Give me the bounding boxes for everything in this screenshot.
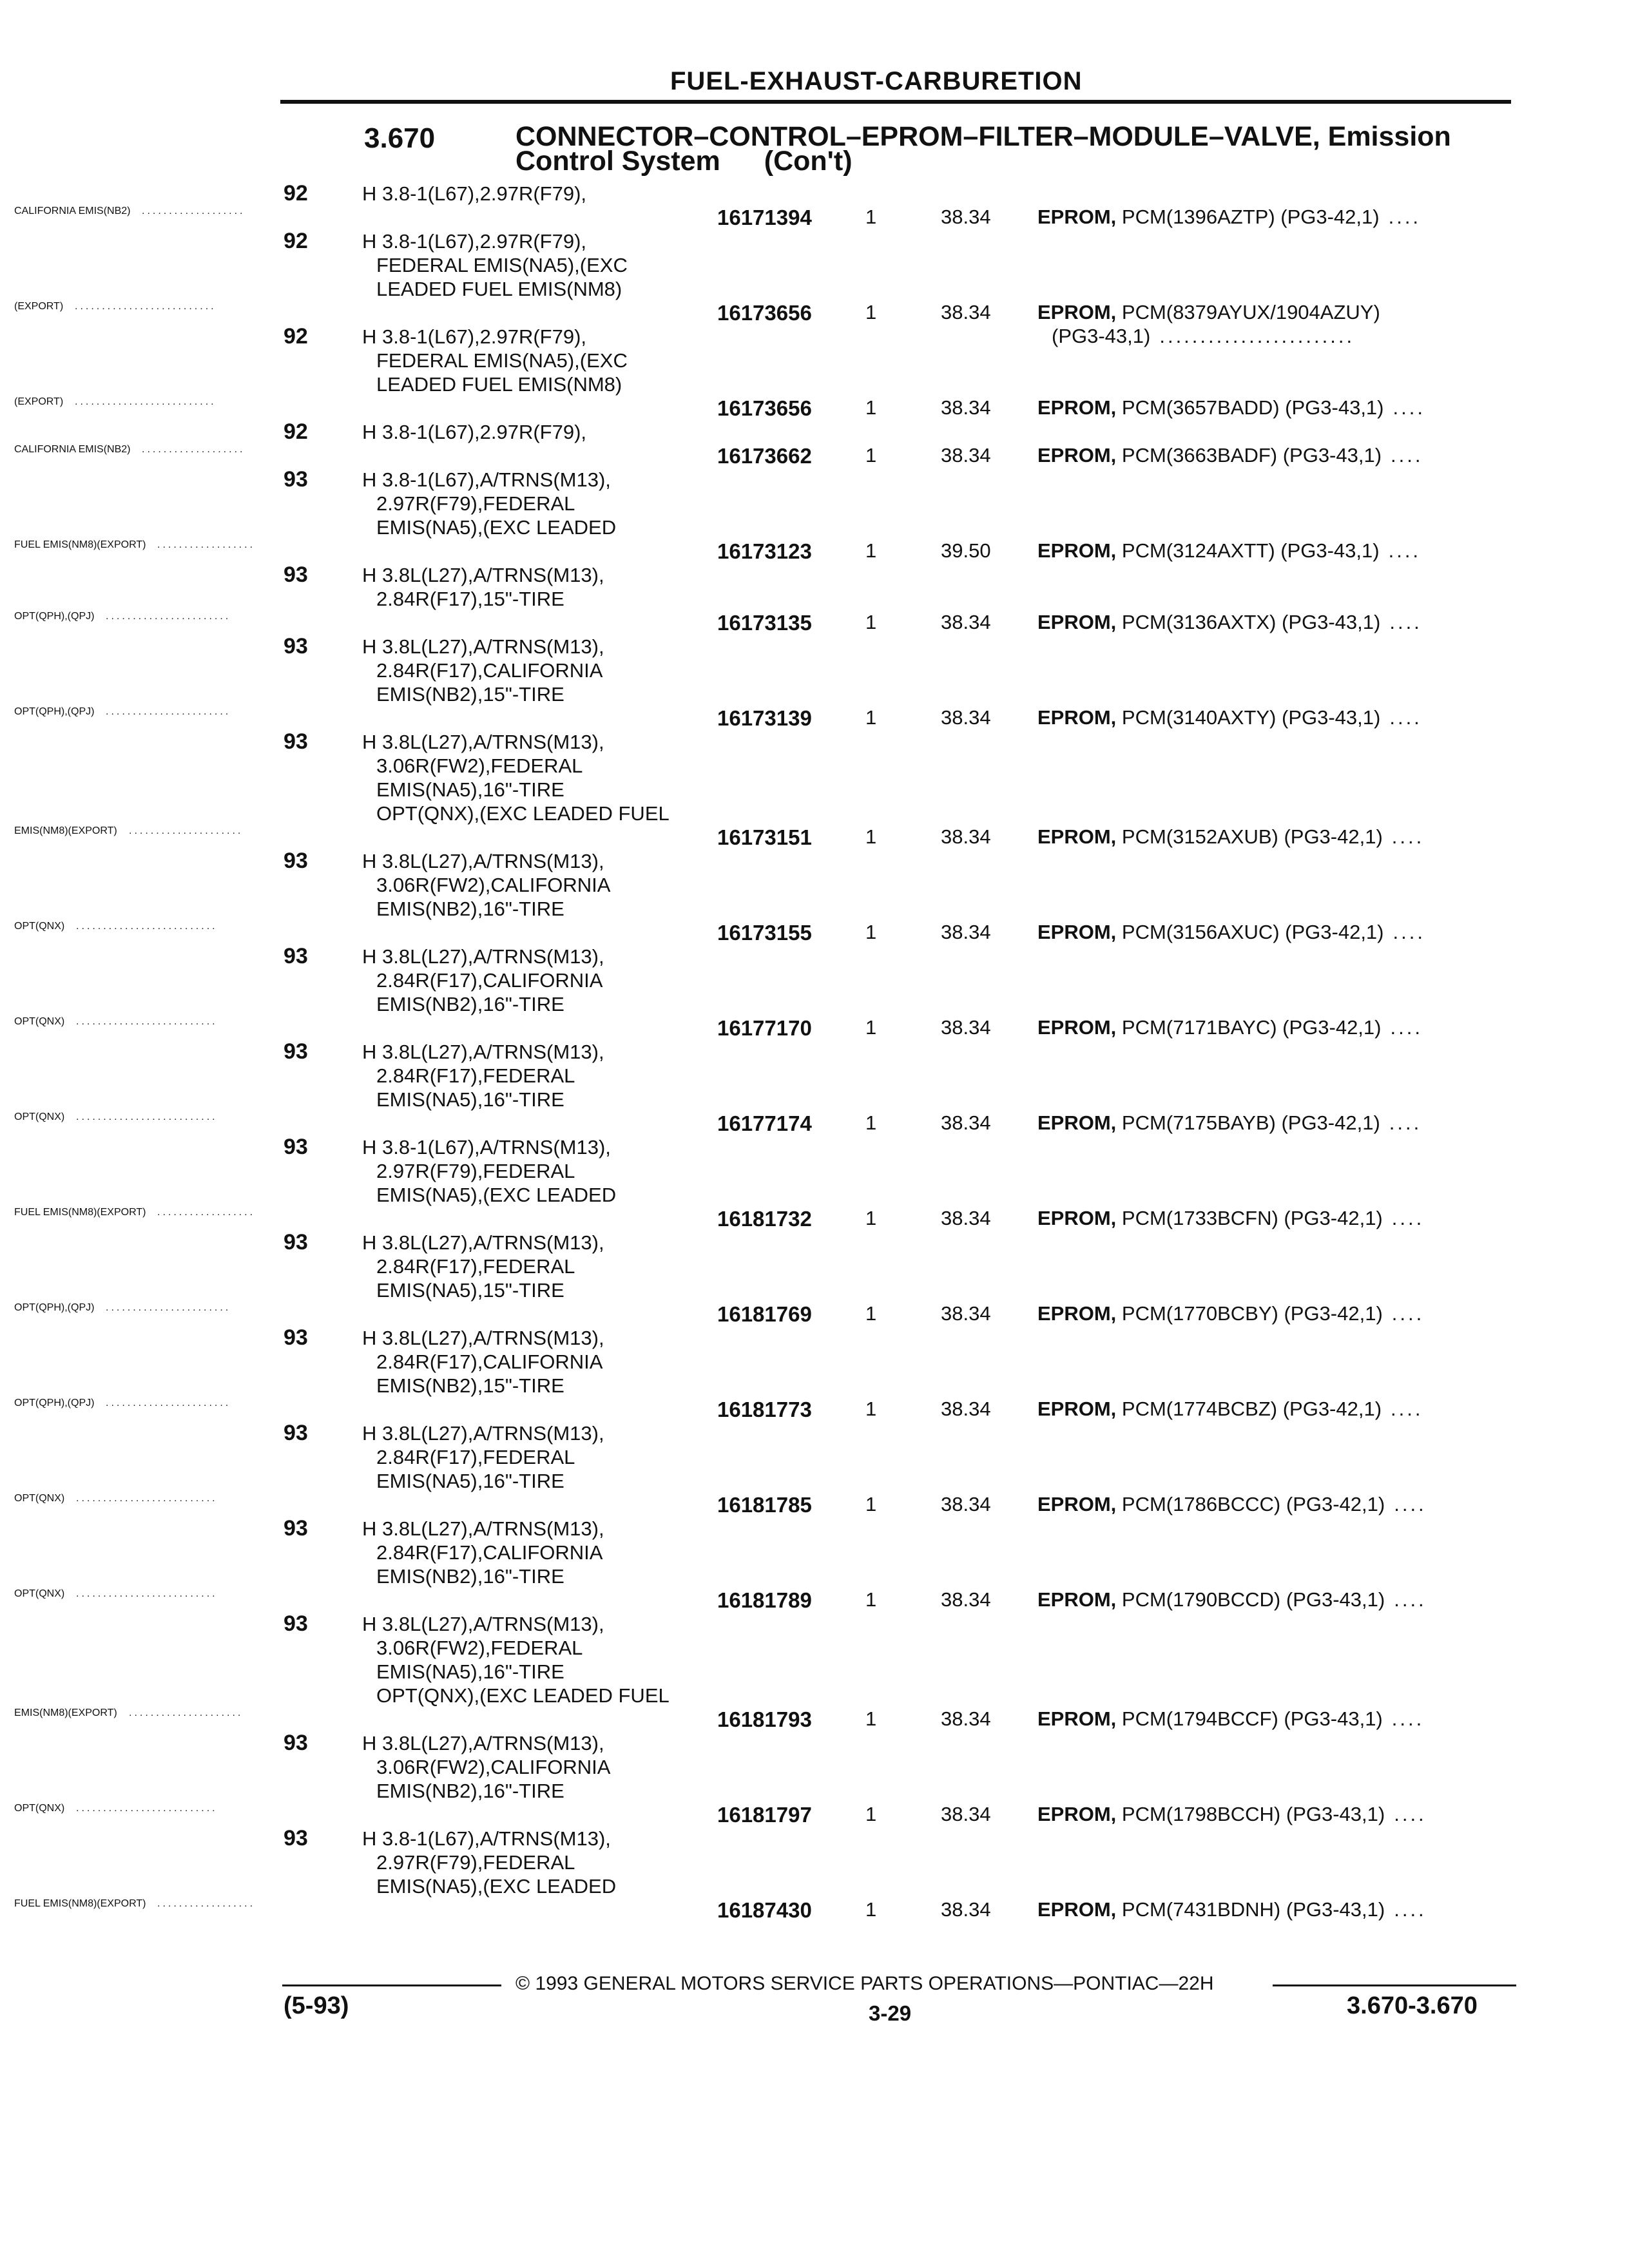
header-rule <box>280 100 1511 104</box>
item-name: EPROM, <box>1037 611 1117 633</box>
page-number: 3-29 <box>869 2001 912 2025</box>
dot-leaders: ....................... <box>106 611 231 622</box>
description-line: FUEL EMIS(NM8)(EXPORT) <box>14 539 146 550</box>
item-detail-line2: (PG3-43,1) <box>1052 325 1151 347</box>
quantity: 1 <box>865 301 877 323</box>
description-line: FUEL EMIS(NM8)(EXPORT) <box>14 1898 146 1909</box>
description-line: EMIS(NB2),16"-TIRE <box>376 898 564 920</box>
dot-leaders: .......................... <box>76 1111 218 1122</box>
description-line: H 3.8L(L27),A/TRNS(M13), <box>362 945 604 968</box>
entry-description <box>362 325 723 396</box>
description-line: EMIS(NB2),16"-TIRE <box>376 993 564 1015</box>
dot-leaders: ....................... <box>106 1302 231 1313</box>
description-line: 3.06R(FW2),CALIFORNIA <box>376 1756 611 1778</box>
entry-description <box>362 468 723 539</box>
key-number: 93 <box>284 1516 308 1541</box>
item-name: EPROM, <box>1037 706 1117 729</box>
description-line: 2.84R(F17),CALIFORNIA <box>376 969 603 992</box>
item-description <box>1037 396 1425 419</box>
item-detail: PCM(3657BADD) (PG3-43,1) <box>1121 396 1384 419</box>
description-line: 3.06R(FW2),FEDERAL <box>376 1637 583 1659</box>
dot-leaders: .... <box>1391 444 1423 466</box>
item-detail: PCM(1786BCCC) (PG3-42,1) <box>1121 1493 1385 1515</box>
parts-entry <box>0 1827 1629 1922</box>
description-line: 2.84R(F17),15"-TIRE <box>376 588 564 610</box>
dot-leaders: ....................... <box>106 706 231 717</box>
entry-description <box>362 730 723 825</box>
part-number: 16173135 <box>717 611 812 635</box>
price: 38.34 <box>941 1898 991 1921</box>
quantity: 1 <box>865 396 877 419</box>
item-name: EPROM, <box>1037 1803 1117 1825</box>
part-number: 16173155 <box>717 921 812 945</box>
dot-leaders: .......................... <box>75 396 217 407</box>
dot-leaders: .... <box>1389 706 1422 729</box>
entry-description <box>362 1612 723 1707</box>
description-line: LEADED FUEL EMIS(NM8) <box>376 278 622 300</box>
quantity: 1 <box>865 1803 877 1825</box>
quantity: 1 <box>865 1016 877 1039</box>
item-description <box>1037 1803 1427 1826</box>
item-detail: PCM(7431BDNH) (PG3-43,1) <box>1121 1898 1385 1921</box>
item-description <box>1037 444 1423 467</box>
description-line: FEDERAL EMIS(NA5),(EXC <box>376 254 628 276</box>
item-description <box>1037 611 1422 634</box>
dot-leaders: .... <box>1391 1707 1425 1730</box>
description-line: H 3.8L(L27),A/TRNS(M13), <box>362 850 604 872</box>
item-description <box>1037 539 1421 562</box>
dot-leaders: .... <box>1394 1588 1427 1611</box>
price: 38.34 <box>941 706 991 729</box>
quantity: 1 <box>865 611 877 633</box>
part-number: 16181793 <box>717 1707 812 1731</box>
description-line: 2.84R(F17),CALIFORNIA <box>376 659 603 682</box>
part-number: 16177170 <box>717 1016 812 1040</box>
section-continued: (Con't) <box>764 146 853 177</box>
item-description <box>1037 1398 1423 1421</box>
description-line: OPT(QPH),(QPJ) <box>14 611 95 622</box>
dot-leaders: .... <box>1391 1207 1425 1229</box>
description-line: H 3.8L(L27),A/TRNS(M13), <box>362 635 604 658</box>
item-description <box>1037 1707 1424 1731</box>
item-description <box>1037 921 1425 944</box>
quantity: 1 <box>865 1207 877 1229</box>
description-line: H 3.8L(L27),A/TRNS(M13), <box>362 1327 604 1349</box>
section-title-line2 <box>516 146 853 177</box>
part-number: 16181732 <box>717 1207 812 1231</box>
dot-leaders: .... <box>1389 611 1422 633</box>
dot-leaders: .... <box>1391 1302 1425 1325</box>
item-name: EPROM, <box>1037 444 1117 466</box>
parts-list <box>0 182 1629 1922</box>
description-line: EMIS(NB2),15"-TIRE <box>376 683 564 706</box>
dot-leaders: ..................... <box>129 825 244 836</box>
price: 39.50 <box>941 539 991 562</box>
item-detail: PCM(1396AZTP) (PG3-42,1) <box>1121 206 1380 228</box>
item-name: EPROM, <box>1037 1588 1117 1611</box>
description-line: EMIS(NA5),16"-TIRE <box>376 1470 564 1492</box>
price: 38.34 <box>941 611 991 633</box>
description-line: H 3.8-1(L67),2.97R(F79), <box>362 325 587 348</box>
part-number: 16181789 <box>717 1588 812 1612</box>
description-line: H 3.8-1(L67),2.97R(F79), <box>362 421 587 443</box>
description-line: H 3.8L(L27),A/TRNS(M13), <box>362 1517 604 1540</box>
description-line: OPT(QPH),(QPJ) <box>14 1302 95 1313</box>
price: 38.34 <box>941 1398 991 1420</box>
description-line: OPT(QNX) <box>14 1111 65 1122</box>
parts-entry <box>0 420 1629 468</box>
footer-rule-left <box>282 1984 501 1986</box>
description-line: 3.06R(FW2),FEDERAL <box>376 754 583 777</box>
description-line: EMIS(NA5),15"-TIRE <box>376 1279 564 1302</box>
description-line: 2.84R(F17),FEDERAL <box>376 1446 575 1468</box>
item-description <box>1037 1493 1427 1516</box>
key-number: 93 <box>284 1826 308 1850</box>
item-detail: PCM(3136AXTX) (PG3-43,1) <box>1121 611 1381 633</box>
price: 38.34 <box>941 1803 991 1825</box>
item-name: EPROM, <box>1037 1493 1117 1515</box>
dot-leaders: ..................... <box>129 1707 244 1718</box>
item-name: EPROM, <box>1037 921 1117 943</box>
quantity: 1 <box>865 825 877 848</box>
description-line: H 3.8-1(L67),A/TRNS(M13), <box>362 1136 611 1158</box>
parts-entry <box>0 730 1629 849</box>
price: 38.34 <box>941 1111 991 1134</box>
item-description <box>1037 1111 1422 1135</box>
description-line: OPT(QNX),(EXC LEADED FUEL <box>376 802 670 825</box>
entry-description <box>362 420 723 444</box>
key-number: 92 <box>284 324 308 349</box>
description-line: H 3.8-1(L67),2.97R(F79), <box>362 182 587 205</box>
quantity: 1 <box>865 1588 877 1611</box>
entry-description <box>362 635 723 706</box>
entry-description <box>362 1421 723 1493</box>
description-line: EMIS(NA5),(EXC LEADED <box>376 1875 617 1898</box>
description-line: H 3.8-1(L67),A/TRNS(M13), <box>362 468 611 491</box>
dot-leaders: ................... <box>142 444 246 455</box>
parts-entry <box>0 1517 1629 1612</box>
description-line: OPT(QNX) <box>14 921 65 932</box>
key-number: 93 <box>284 1039 308 1064</box>
entry-description <box>362 945 723 1016</box>
key-number: 93 <box>284 729 308 754</box>
footer-rule-right <box>1273 1984 1516 1986</box>
dot-leaders: .... <box>1394 1898 1427 1921</box>
key-number: 93 <box>284 944 308 968</box>
part-number: 16173656 <box>717 396 812 420</box>
description-line: H 3.8-1(L67),2.97R(F79), <box>362 230 587 253</box>
item-detail: PCM(1733BCFN) (PG3-42,1) <box>1121 1207 1383 1229</box>
price: 38.34 <box>941 444 991 466</box>
item-description <box>1037 301 1380 324</box>
item-name: EPROM, <box>1037 1398 1117 1420</box>
price: 38.34 <box>941 301 991 323</box>
entry-description <box>362 1135 723 1207</box>
dot-leaders: .......................... <box>76 1803 218 1814</box>
description-line: EMIS(NA5),16"-TIRE <box>376 778 564 801</box>
item-description <box>1037 1898 1427 1921</box>
dot-leaders: .... <box>1394 1493 1427 1515</box>
description-line: H 3.8-1(L67),A/TRNS(M13), <box>362 1827 611 1850</box>
dot-leaders: .......................... <box>76 1588 218 1599</box>
part-number: 16173151 <box>717 825 812 849</box>
item-name: EPROM, <box>1037 1707 1117 1730</box>
item-name: EPROM, <box>1037 396 1117 419</box>
entry-description <box>362 849 723 921</box>
item-detail: PCM(3124AXTT) (PG3-43,1) <box>1121 539 1380 562</box>
item-name: EPROM, <box>1037 301 1117 323</box>
description-line: EMIS(NA5),16"-TIRE <box>376 1660 564 1683</box>
part-number: 16177174 <box>717 1111 812 1135</box>
item-description <box>1037 206 1421 229</box>
description-line: EMIS(NM8)(EXPORT) <box>14 825 117 836</box>
item-name: EPROM, <box>1037 206 1117 228</box>
parts-entry <box>0 1040 1629 1135</box>
part-number: 16173123 <box>717 539 812 563</box>
description-line: EMIS(NA5),(EXC LEADED <box>376 516 617 539</box>
dot-leaders: ........................ <box>1159 325 1355 347</box>
item-description <box>1037 825 1424 849</box>
part-number: 16181769 <box>717 1302 812 1326</box>
key-number: 93 <box>284 1230 308 1254</box>
entry-description <box>362 1231 723 1302</box>
parts-entry <box>0 849 1629 945</box>
dot-leaders: .... <box>1394 1803 1427 1825</box>
quantity: 1 <box>865 1707 877 1730</box>
part-number: 16187430 <box>717 1898 812 1922</box>
parts-entry <box>0 1421 1629 1517</box>
part-number: 16171394 <box>717 206 812 229</box>
price: 38.34 <box>941 1707 991 1730</box>
description-line: EMIS(NA5),16"-TIRE <box>376 1088 564 1111</box>
key-number: 93 <box>284 634 308 658</box>
key-number: 92 <box>284 181 308 206</box>
entry-description <box>362 1827 723 1898</box>
parts-entry <box>0 1326 1629 1421</box>
price: 38.34 <box>941 921 991 943</box>
item-name: EPROM, <box>1037 1207 1117 1229</box>
item-detail: PCM(7171BAYC) (PG3-42,1) <box>1121 1016 1382 1039</box>
dot-leaders: .......................... <box>76 1493 218 1504</box>
item-name: EPROM, <box>1037 825 1117 848</box>
description-line: EMIS(NA5),(EXC LEADED <box>376 1184 617 1206</box>
key-number: 93 <box>284 1611 308 1636</box>
item-detail: PCM(3663BADF) (PG3-43,1) <box>1121 444 1382 466</box>
description-line: OPT(QPH),(QPJ) <box>14 706 95 717</box>
price: 38.34 <box>941 1016 991 1039</box>
key-number: 93 <box>284 1135 308 1159</box>
price: 38.34 <box>941 206 991 228</box>
dot-leaders: .......................... <box>76 1016 218 1027</box>
price: 38.34 <box>941 1493 991 1515</box>
entry-description <box>362 1326 723 1398</box>
quantity: 1 <box>865 706 877 729</box>
key-number: 93 <box>284 1421 308 1445</box>
description-line: EMIS(NB2),15"-TIRE <box>376 1374 564 1397</box>
quantity: 1 <box>865 1898 877 1921</box>
price: 38.34 <box>941 825 991 848</box>
parts-entry <box>0 1135 1629 1231</box>
key-number: 93 <box>284 1325 308 1350</box>
part-number: 16173656 <box>717 301 812 325</box>
quantity: 1 <box>865 1398 877 1420</box>
item-detail: PCM(3156AXUC) (PG3-42,1) <box>1121 921 1384 943</box>
description-line: 2.84R(F17),CALIFORNIA <box>376 1350 603 1373</box>
section-number: 3.670 <box>364 122 436 154</box>
part-number: 16173662 <box>717 444 812 468</box>
description-line: OPT(QPH),(QPJ) <box>14 1398 95 1408</box>
item-name: EPROM, <box>1037 1016 1117 1039</box>
item-description <box>1037 1302 1424 1325</box>
dot-leaders: .... <box>1389 1111 1422 1134</box>
dot-leaders: .... <box>1391 1398 1423 1420</box>
description-line: H 3.8L(L27),A/TRNS(M13), <box>362 1422 604 1445</box>
description-line: H 3.8L(L27),A/TRNS(M13), <box>362 1613 604 1635</box>
entry-description <box>362 1731 723 1803</box>
quantity: 1 <box>865 921 877 943</box>
dot-leaders: ................... <box>142 206 246 216</box>
dot-leaders: .................. <box>157 1207 256 1218</box>
description-line: FEDERAL EMIS(NA5),(EXC <box>376 349 628 372</box>
key-number: 92 <box>284 229 308 253</box>
dot-leaders: .................. <box>157 1898 256 1909</box>
item-detail: PCM(1798BCCH) (PG3-43,1) <box>1121 1803 1385 1825</box>
dot-leaders: .......................... <box>75 301 217 312</box>
item-description <box>1037 706 1422 729</box>
entry-description <box>362 1040 723 1111</box>
key-number: 93 <box>284 467 308 492</box>
price: 38.34 <box>941 396 991 419</box>
description-line: OPT(QNX) <box>14 1493 65 1504</box>
dot-leaders: .... <box>1391 825 1425 848</box>
description-line: 2.84R(F17),CALIFORNIA <box>376 1541 603 1564</box>
dot-leaders: .... <box>1388 539 1422 562</box>
section-title: CONNECTOR–CONTROL–EPROM–FILTER–MODULE–VALVE, Emission <box>516 121 1451 152</box>
key-number: 92 <box>284 419 308 444</box>
item-detail: PCM(1790BCCD) (PG3-43,1) <box>1121 1588 1385 1611</box>
price: 38.34 <box>941 1302 991 1325</box>
section-range: 3.670-3.670 <box>1347 1992 1478 2019</box>
dot-leaders: .................. <box>157 539 256 550</box>
entry-description <box>362 229 723 301</box>
parts-entry <box>0 325 1629 420</box>
description-line: H 3.8L(L27),A/TRNS(M13), <box>362 1231 604 1254</box>
description-line: EMIS(NB2),16"-TIRE <box>376 1565 564 1588</box>
item-detail: PCM(1774BCBZ) (PG3-42,1) <box>1121 1398 1382 1420</box>
description-line: OPT(QNX),(EXC LEADED FUEL <box>376 1684 670 1707</box>
item-detail: PCM(1770BCBY) (PG3-42,1) <box>1121 1302 1383 1325</box>
description-line: LEADED FUEL EMIS(NM8) <box>376 373 622 396</box>
parts-entry <box>0 229 1629 347</box>
description-line: 3.06R(FW2),CALIFORNIA <box>376 874 611 896</box>
item-name: EPROM, <box>1037 539 1117 562</box>
part-number: 16181797 <box>717 1803 812 1827</box>
item-description <box>1037 1588 1427 1611</box>
key-number: 93 <box>284 1731 308 1755</box>
parts-entry <box>0 1612 1629 1731</box>
description-line: EMIS(NM8)(EXPORT) <box>14 1707 117 1718</box>
description-line: OPT(QNX) <box>14 1588 65 1599</box>
description-line: CALIFORNIA EMIS(NB2) <box>14 206 131 216</box>
item-description <box>1037 1016 1423 1039</box>
part-number: 16181773 <box>717 1398 812 1421</box>
description-line: (EXPORT) <box>14 301 64 312</box>
dot-leaders: ....................... <box>106 1398 231 1408</box>
description-line: OPT(QNX) <box>14 1803 65 1814</box>
page-header-title: FUEL-EXHAUST-CARBURETION <box>670 67 1083 95</box>
parts-entry <box>0 182 1629 229</box>
key-number: 93 <box>284 562 308 587</box>
quantity: 1 <box>865 1302 877 1325</box>
item-detail: PCM(7175BAYB) (PG3-42,1) <box>1121 1111 1380 1134</box>
item-detail: PCM(3152AXUB) (PG3-42,1) <box>1121 825 1383 848</box>
description-line: H 3.8L(L27),A/TRNS(M13), <box>362 731 604 753</box>
item-name: EPROM, <box>1037 1111 1117 1134</box>
item-detail: PCM(1794BCCF) (PG3-43,1) <box>1121 1707 1383 1730</box>
item-detail: PCM(3140AXTY) (PG3-43,1) <box>1121 706 1381 729</box>
item-detail: PCM(8379AYUX/1904AZUY) <box>1121 301 1380 323</box>
parts-entry <box>0 1731 1629 1827</box>
part-number: 16173139 <box>717 706 812 730</box>
description-line: (EXPORT) <box>14 396 64 407</box>
entry-description <box>362 563 723 611</box>
description-last-line <box>0 301 1629 325</box>
description-line: FUEL EMIS(NM8)(EXPORT) <box>14 1207 146 1218</box>
copyright-notice: © 1993 GENERAL MOTORS SERVICE PARTS OPERATIONS—PONTIAC—22H <box>516 1973 1214 1994</box>
dot-leaders: .... <box>1388 206 1422 228</box>
part-number: 16181785 <box>717 1493 812 1517</box>
description-line: 2.84R(F17),FEDERAL <box>376 1255 575 1278</box>
item-name: EPROM, <box>1037 1302 1117 1325</box>
revision-date: (5-93) <box>284 1992 349 2019</box>
entry-description <box>362 182 723 206</box>
description-line: H 3.8L(L27),A/TRNS(M13), <box>362 1041 604 1063</box>
quantity: 1 <box>865 1493 877 1515</box>
price: 38.34 <box>941 1588 991 1611</box>
quantity: 1 <box>865 206 877 228</box>
description-line: 2.97R(F79),FEDERAL <box>376 1160 575 1182</box>
description-line: EMIS(NB2),16"-TIRE <box>376 1780 564 1802</box>
description-line: CALIFORNIA EMIS(NB2) <box>14 444 131 455</box>
parts-entry <box>0 563 1629 635</box>
entry-description <box>362 1517 723 1588</box>
dot-leaders: .......................... <box>76 921 218 932</box>
quantity: 1 <box>865 1111 877 1134</box>
key-number: 93 <box>284 849 308 873</box>
parts-entry <box>0 1231 1629 1326</box>
description-line: H 3.8L(L27),A/TRNS(M13), <box>362 1732 604 1754</box>
quantity: 1 <box>865 444 877 466</box>
description-line: H 3.8L(L27),A/TRNS(M13), <box>362 564 604 586</box>
section-subtitle: Control System <box>516 146 720 177</box>
description-line: 2.97R(F79),FEDERAL <box>376 492 575 515</box>
dot-leaders: .... <box>1393 921 1425 943</box>
dot-leaders: .... <box>1390 1016 1423 1039</box>
item-description <box>1037 1207 1424 1230</box>
parts-entry <box>0 635 1629 730</box>
parts-entry <box>0 468 1629 563</box>
dot-leaders: .... <box>1393 396 1425 419</box>
description-line: 2.97R(F79),FEDERAL <box>376 1851 575 1874</box>
description-line: 2.84R(F17),FEDERAL <box>376 1064 575 1087</box>
item-name: EPROM, <box>1037 1898 1117 1921</box>
price: 38.34 <box>941 1207 991 1229</box>
quantity: 1 <box>865 539 877 562</box>
parts-entry <box>0 945 1629 1040</box>
description-line: OPT(QNX) <box>14 1016 65 1027</box>
